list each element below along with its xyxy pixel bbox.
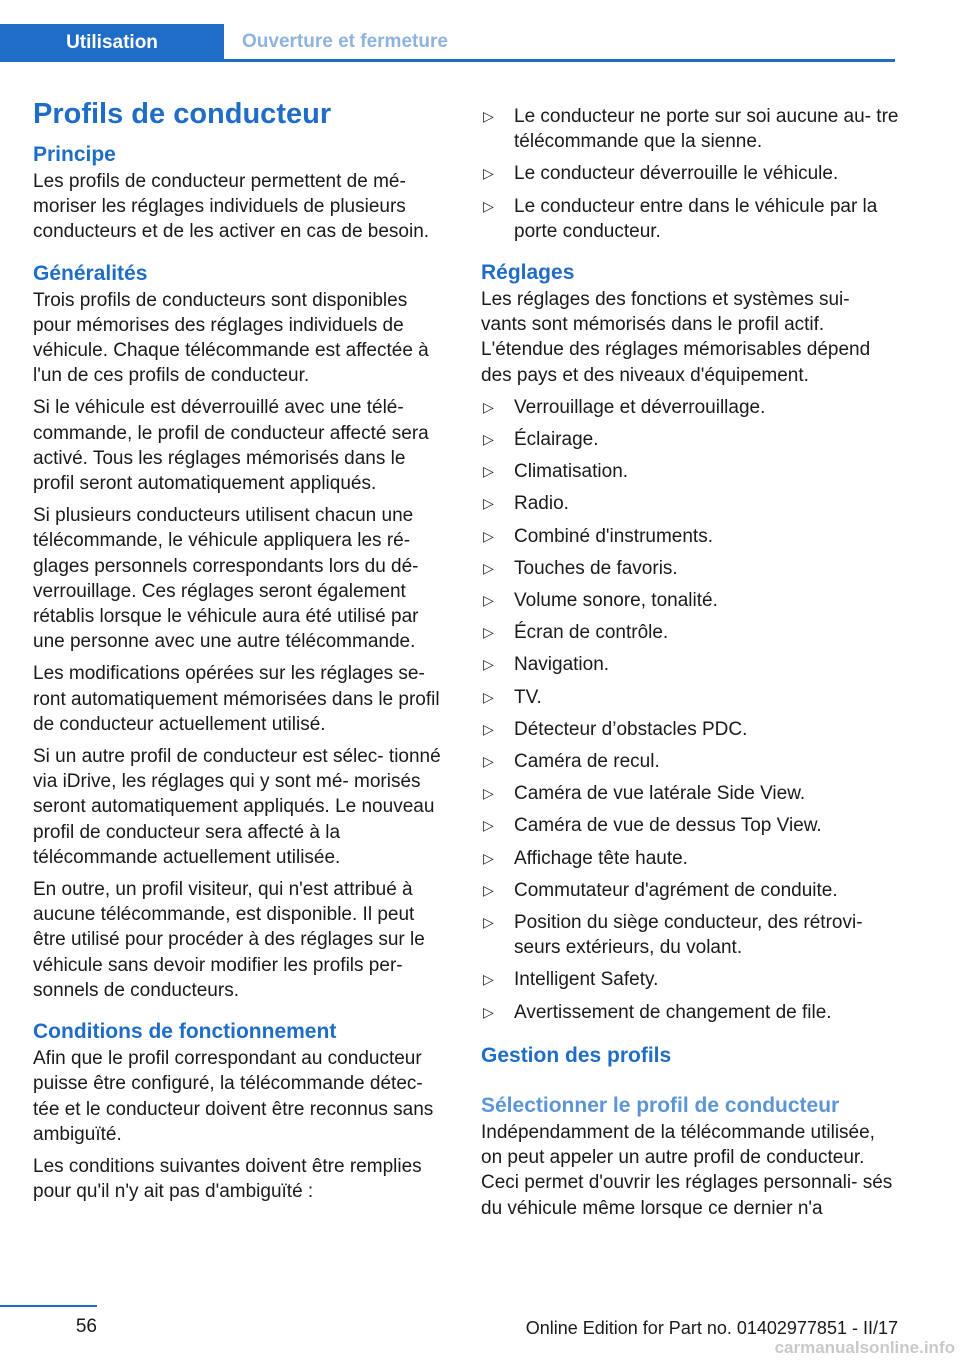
list-item: ▷ Le conducteur entre dans le véhicule par la porte conducteur. bbox=[483, 195, 878, 242]
left-column bbox=[33, 96, 449, 1211]
list-item: ▷ Caméra de recul. bbox=[481, 749, 900, 774]
triangle-right-outline-icon: ▷ bbox=[483, 495, 494, 512]
heading-generalites: Généralités bbox=[33, 261, 148, 285]
triangle-right-outline-icon: ▷ bbox=[483, 817, 494, 834]
list-item: ▷ Écran de contrôle. bbox=[481, 620, 900, 645]
paragraph: Indépendamment de la télécommande utilisée, on peut appeler un autre profil de conducteur. Ceci permet d'ouvrir les réglages personnali‐ sés du véhicule même lorsque ce dernier n'a bbox=[481, 1121, 893, 1219]
list-item: ▷ Radio. bbox=[481, 491, 900, 516]
triangle-right-outline-icon: ▷ bbox=[483, 108, 494, 124]
page-title: Profils de conducteur bbox=[33, 98, 332, 130]
heading-gestion-profils: Gestion des profils bbox=[481, 1043, 672, 1067]
triangle-right-outline-icon: ▷ bbox=[483, 398, 494, 415]
list-item: ▷ Caméra de vue latérale Side View. bbox=[481, 781, 900, 806]
section-conditions bbox=[33, 1017, 449, 1204]
list-item: ▷ Combiné d'instruments. bbox=[481, 524, 900, 549]
triangle-right-outline-icon: ▷ bbox=[483, 559, 494, 576]
right-column bbox=[481, 96, 900, 1228]
triangle-right-outline-icon: ▷ bbox=[483, 527, 494, 544]
triangle-right-outline-icon: ▷ bbox=[483, 720, 494, 737]
heading-principe: Principe bbox=[33, 143, 116, 166]
paragraph: Si un autre profil de conducteur est sélec‐ tionné via iDrive, les réglages qui y sont mé‐ morisés seront automatiquement appliqués. Le nouveau profil de conducteur sera affecté à la télécommande actuellement utilisée. bbox=[33, 746, 441, 868]
header-bar bbox=[0, 24, 895, 62]
list-item: ▷ Climatisation. bbox=[481, 459, 900, 484]
list-item: ▷ Volume sonore, tonalité. bbox=[481, 588, 900, 613]
heading-selection-profil: Sélectionner le profil de conducteur bbox=[481, 1093, 840, 1117]
triangle-right-outline-icon: ▷ bbox=[483, 197, 494, 214]
section-reglages bbox=[481, 258, 900, 1025]
list-item: ▷ Détecteur d’obstacles PDC. bbox=[481, 717, 900, 742]
triangle-right-outline-icon: ▷ bbox=[483, 656, 494, 673]
list-item: ▷ Navigation. bbox=[481, 652, 900, 677]
list-item: ▷ Intelligent Safety. bbox=[481, 967, 900, 992]
list-item: ▷ Touches de favoris. bbox=[481, 556, 900, 581]
triangle-right-outline-icon: ▷ bbox=[483, 914, 494, 931]
section-generalites bbox=[33, 259, 449, 1003]
triangle-right-outline-icon: ▷ bbox=[483, 971, 494, 988]
triangle-right-outline-icon: ▷ bbox=[483, 165, 494, 182]
header-rule bbox=[0, 59, 895, 62]
list-item: ▷ Caméra de vue de dessus Top View. bbox=[481, 813, 900, 838]
paragraph: Les profils de conducteur permettent de mé‐ moriser les réglages individuels de plusieurs conducteurs et de les activer en cas de besoin. bbox=[33, 171, 430, 243]
paragraph: Les réglages des fonctions et systèmes sui‐ vants sont mémorisés dans le profil actif. L'étendue des réglages mémorisables dépend des pays et des niveaux d'équipement. bbox=[481, 289, 871, 386]
triangle-right-outline-icon: ▷ bbox=[483, 624, 494, 641]
triangle-right-outline-icon: ▷ bbox=[483, 1003, 494, 1020]
section-gestion bbox=[481, 1041, 900, 1070]
triangle-right-outline-icon: ▷ bbox=[483, 688, 494, 705]
tab-ouverture-fermeture[interactable]: Ouverture et fermeture bbox=[242, 30, 448, 52]
list-item: ▷ Position du siège conducteur, des rétrovi‐ seurs extérieurs, du volant. bbox=[483, 912, 863, 959]
heading-conditions: Conditions de fonctionnement bbox=[33, 1020, 337, 1044]
triangle-right-outline-icon: ▷ bbox=[483, 753, 494, 770]
paragraph: Afin que le profil correspondant au conducteur puisse être configuré, la télécommande détec‐ tée et le conducteur doivent être reconnus sans ambiguïté. bbox=[33, 1048, 434, 1145]
triangle-right-outline-icon: ▷ bbox=[483, 592, 494, 609]
paragraph: En outre, un profil visiteur, qui n'est attribué à aucune télécommande, est disponible. Il peut être utilisé pour procéder à des réglages sur le véhicule sans devoir modifier les profils per‐ sonnels de conducteurs. bbox=[33, 879, 425, 1001]
paragraph: Les modifications opérées sur les réglages se‐ ront automatiquement mémorisées dans le profil de conducteur actuellement utilisé. bbox=[33, 663, 440, 735]
triangle-right-outline-icon: ▷ bbox=[483, 463, 494, 480]
list-item: ▷ Avertissement de changement de file. bbox=[481, 1000, 900, 1025]
section-principe bbox=[33, 140, 449, 245]
list-item: ▷ Le conducteur déverrouille le véhicule. bbox=[481, 161, 900, 186]
paragraph: Les conditions suivantes doivent être remplies pour qu'il n'y ait pas d'ambiguïté : bbox=[33, 1155, 422, 1203]
list-item: ▷ TV. bbox=[481, 685, 900, 710]
footer-rule bbox=[0, 1305, 97, 1307]
triangle-right-outline-icon: ▷ bbox=[483, 881, 494, 898]
tab-utilisation[interactable]: Utilisation bbox=[0, 24, 224, 62]
watermark: carmanualsonline.info bbox=[774, 1338, 955, 1357]
page-number: 56 bbox=[75, 1316, 97, 1337]
list-item: ▷ Affichage tête haute. bbox=[481, 846, 900, 871]
triangle-right-outline-icon: ▷ bbox=[483, 431, 494, 448]
list-item: ▷ Le conducteur ne porte sur soi aucune au‐ tre télécommande que la sienne. bbox=[483, 106, 899, 153]
reglages-list bbox=[481, 395, 900, 1025]
paragraph: Trois profils de conducteurs sont disponibles pour mémorises des réglages individuels de véhicule. Chaque télécommande est affectée à l'un de ces profils de conducteur. bbox=[33, 289, 429, 387]
heading-reglages: Réglages bbox=[481, 261, 575, 285]
triangle-right-outline-icon: ▷ bbox=[483, 785, 494, 802]
list-item: ▷ Verrouillage et déverrouillage. bbox=[481, 395, 900, 420]
list-item: ▷ Éclairage. bbox=[481, 427, 900, 452]
conditions-list bbox=[481, 104, 900, 244]
paragraph: Si le véhicule est déverrouillé avec une télé‐ commande, le profil de conducteur affecté sera activé. Tous les réglages mémorisés dans le profil seront automatiquement appliqués. bbox=[33, 397, 429, 495]
section-selection bbox=[481, 1091, 900, 1221]
paragraph: Si plusieurs conducteurs utilisent chacun une télécommande, le véhicule appliquera les ré‐ glages personnels correspondants lors du dé‐ verrouillage. Ces réglages seront également rétablis lorsque le véhicule aura été utilisé par une personne avec une autre télécommande. bbox=[33, 505, 419, 653]
triangle-right-outline-icon: ▷ bbox=[483, 849, 494, 866]
list-item: ▷ Commutateur d'agrément de conduite. bbox=[481, 878, 900, 903]
edition-note: Online Edition for Part no. 01402977851 - II/17 bbox=[525, 1318, 898, 1338]
